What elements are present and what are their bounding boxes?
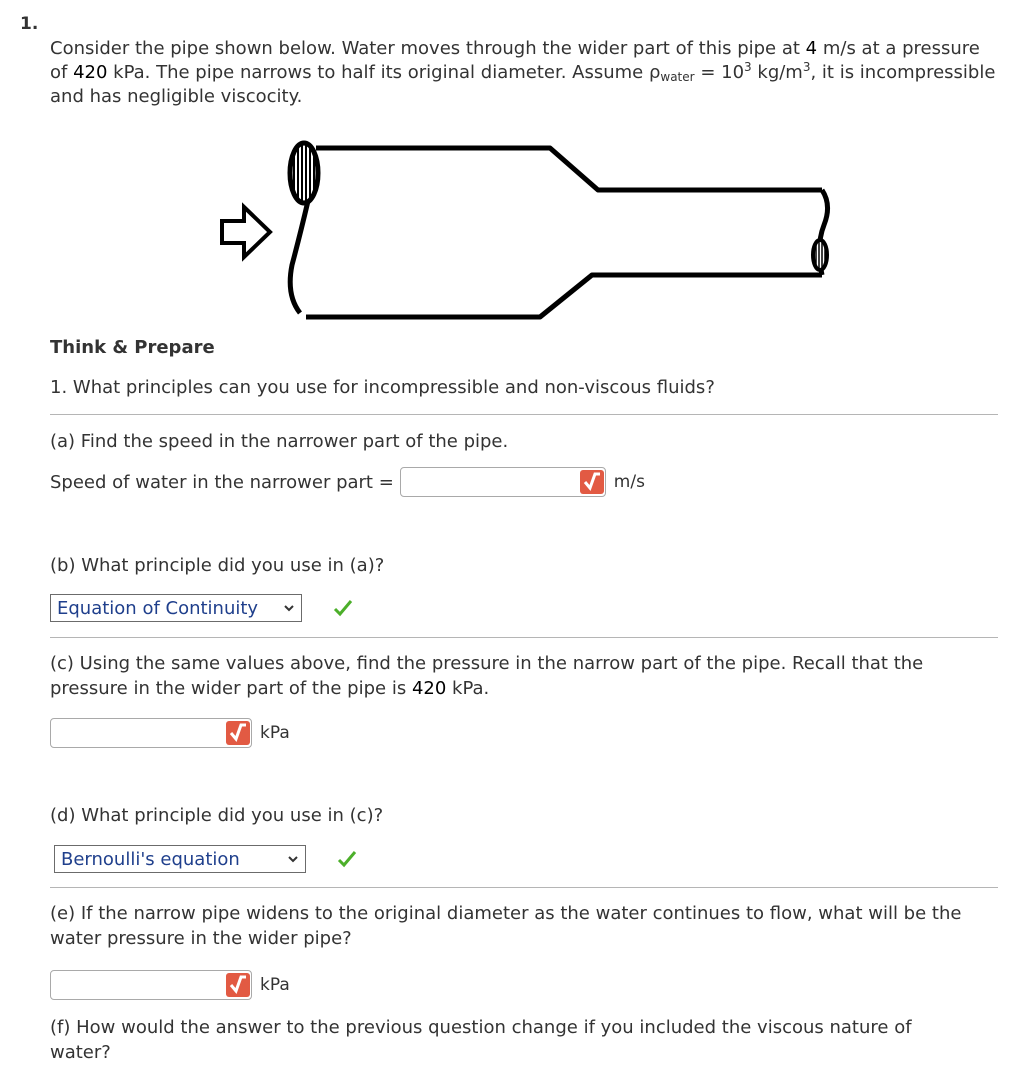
pipe-outlet-cross-section xyxy=(813,240,827,270)
chevron-down-icon xyxy=(287,854,299,864)
part-e-answer-row xyxy=(50,970,290,1000)
part-f-question-line1: (f) How would the answer to the previous question change if you included the viscous nature of xyxy=(50,1017,912,1038)
part-a-answer-row xyxy=(50,467,645,497)
green-check-icon xyxy=(336,849,358,869)
part-c-pressure-input[interactable] xyxy=(50,718,252,748)
part-a-question: (a) Find the speed in the narrower part of the pipe. xyxy=(50,431,509,452)
check-in-red-box-icon xyxy=(226,721,250,745)
chevron-down-icon xyxy=(283,603,295,613)
part-b-selected-value: Equation of Continuity xyxy=(57,597,259,619)
divider xyxy=(50,637,998,638)
pipe-diagram xyxy=(200,135,860,330)
intro-text: Consider the pipe shown below. Water moves through the wider part of this pipe at 4 m/s at a pressure of 420 kPa. The pipe narrows to half its original diameter. Assume $\rho_{water} = 10^3$ $kg/m^3$, it is incompressible and has negligible viscocity. xyxy=(50,38,996,107)
part-d-question: (d) What principle did you use in (c)? xyxy=(50,805,384,826)
part-c-unit: kPa xyxy=(260,723,290,743)
think-question: 1. What principles can you use for incompressible and non-viscous fluids? xyxy=(50,377,715,398)
section-heading: Think & Prepare xyxy=(50,337,215,358)
part-f-question-line2: water? xyxy=(50,1042,111,1063)
question-number: 1. xyxy=(20,14,39,34)
divider xyxy=(50,414,998,415)
arrow-right-icon xyxy=(222,207,270,257)
divider xyxy=(50,887,998,888)
part-b-principle-select[interactable] xyxy=(50,594,302,622)
problem-statement xyxy=(50,37,1000,109)
pipe-outline xyxy=(306,148,828,317)
pipe-inlet-cross-section xyxy=(290,143,318,313)
part-e-unit: kPa xyxy=(260,975,290,995)
part-a-speed-input[interactable] xyxy=(400,467,606,497)
check-in-red-box-icon xyxy=(580,470,604,494)
part-e-question-line2: water pressure in the wider pipe? xyxy=(50,928,352,949)
green-check-icon xyxy=(332,598,354,618)
part-c-answer-row xyxy=(50,718,290,748)
part-c-question-line1: (c) Using the same values above, find the pressure in the narrow part of the pipe. Recall that the xyxy=(50,653,924,674)
part-d-answer-row xyxy=(50,845,358,873)
part-e-question-line1: (e) If the narrow pipe widens to the original diameter as the water continues to flow, what will be the xyxy=(50,903,962,924)
part-b-answer-row xyxy=(50,594,354,622)
part-d-selected-value: Bernoulli's equation xyxy=(61,848,240,870)
part-b-question: (b) What principle did you use in (a)? xyxy=(50,555,385,576)
part-a-label: Speed of water in the narrower part = xyxy=(50,471,394,493)
check-in-red-box-icon xyxy=(226,973,250,997)
part-a-unit: m/s xyxy=(613,472,645,492)
part-c-question-line2: pressure in the wider part of the pipe is 420 kPa. xyxy=(50,678,490,699)
part-e-pressure-input[interactable] xyxy=(50,970,252,1000)
part-d-principle-select[interactable] xyxy=(54,845,306,873)
